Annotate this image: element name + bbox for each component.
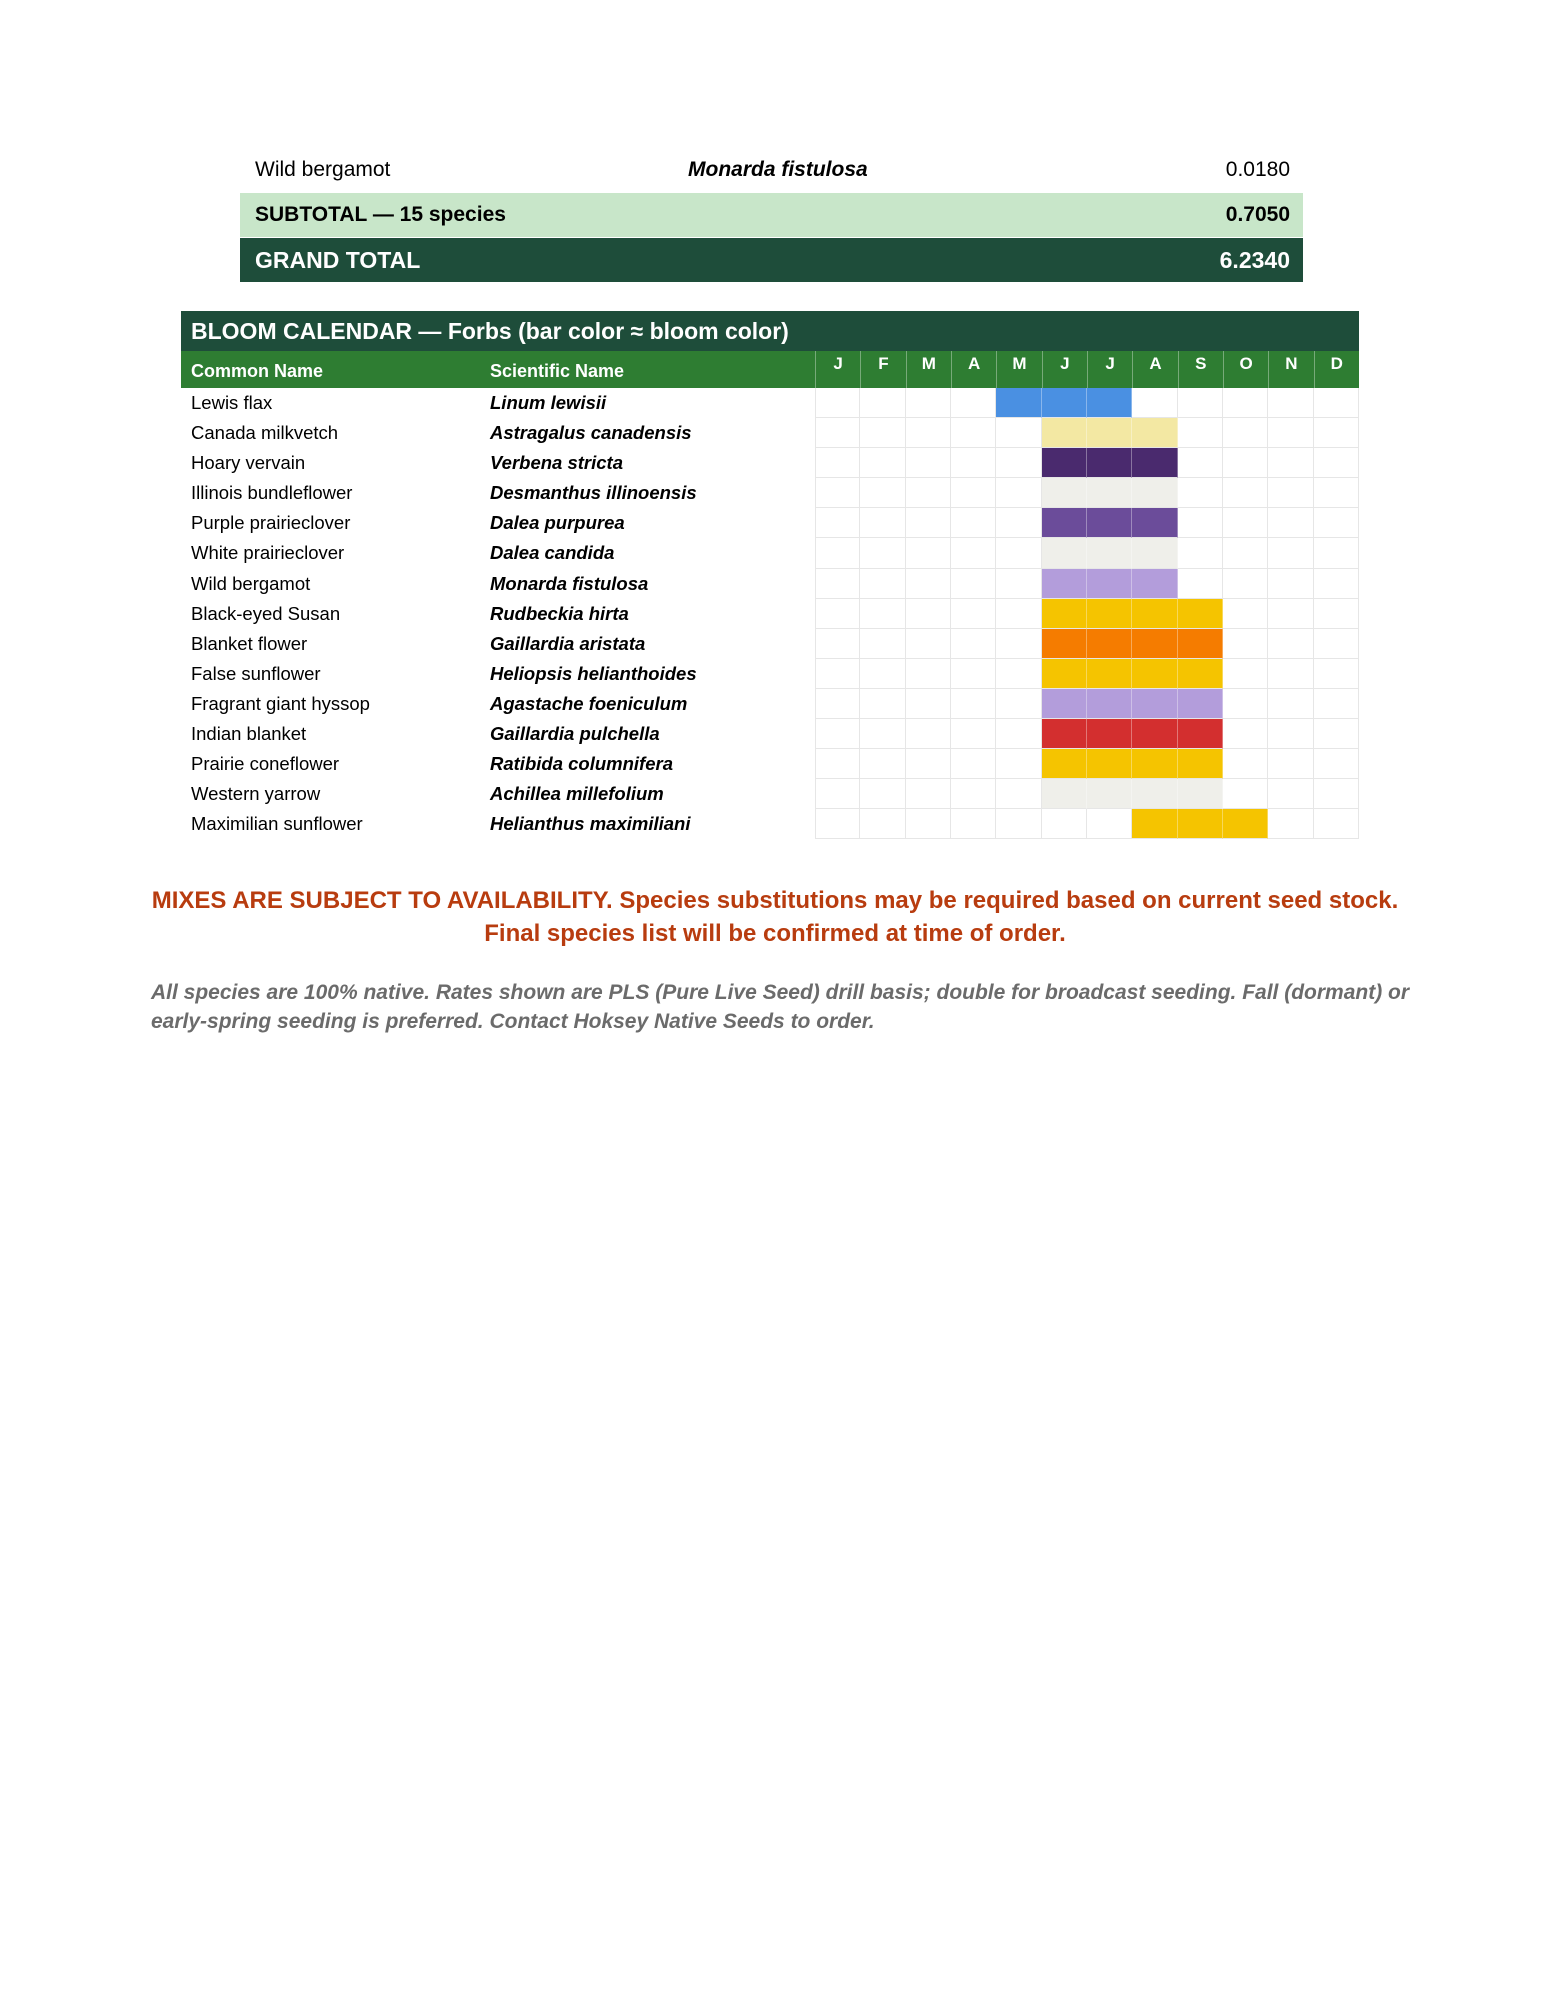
month-cell: [996, 599, 1041, 629]
calendar-row: [181, 508, 1359, 538]
month-cell: [860, 779, 905, 809]
common-name: Maximilian sunflower: [191, 813, 363, 835]
month-cell: [860, 599, 905, 629]
bloom-bar-cell: [1042, 599, 1087, 629]
bloom-bar-cell: [1087, 689, 1132, 719]
bloom-bar-cell: [1178, 749, 1223, 779]
month-cell: [906, 779, 951, 809]
month-cell: [951, 659, 996, 689]
month-cells: [815, 809, 1359, 839]
month-header: N: [1268, 351, 1313, 388]
month-cell: [815, 538, 860, 568]
bloom-calendar-rows: [181, 388, 1359, 839]
scientific-name: Achillea millefolium: [490, 783, 664, 805]
month-cell: [951, 629, 996, 659]
bloom-bar-cell: [1042, 719, 1087, 749]
month-cell: [1178, 448, 1223, 478]
scientific-name: Desmanthus illinoensis: [490, 482, 697, 504]
common-name: Wild bergamot: [255, 158, 391, 181]
availability-notice: MIXES ARE SUBJECT TO AVAILABILITY. Species substitutions may be required based on current seed stock. Final species list will be confirmed at time of order.: [151, 887, 1399, 947]
month-cell: [815, 629, 860, 659]
month-cell: [996, 418, 1041, 448]
bloom-bar-cell: [1178, 779, 1223, 809]
month-cell: [996, 569, 1041, 599]
bloom-bar-cell: [1132, 418, 1177, 448]
bloom-bar-cell: [996, 388, 1041, 418]
header-scientific-name: Scientific Name: [490, 361, 625, 381]
month-cell: [860, 809, 905, 839]
scientific-name: Verbena stricta: [490, 452, 623, 474]
month-cell: [1223, 599, 1268, 629]
scientific-name: Dalea purpurea: [490, 512, 625, 534]
month-cell: [996, 779, 1041, 809]
bloom-bar-cell: [1178, 659, 1223, 689]
common-name: Hoary vervain: [191, 452, 306, 474]
month-cell: [1268, 629, 1313, 659]
month-cell: [1268, 508, 1313, 538]
month-cell: [1178, 538, 1223, 568]
month-cell: [1268, 689, 1313, 719]
month-cell: [1268, 448, 1313, 478]
month-cell: [860, 478, 905, 508]
month-cells: [815, 508, 1359, 538]
common-name: Blanket flower: [191, 632, 308, 654]
bloom-bar-cell: [1132, 659, 1177, 689]
month-cell: [996, 659, 1041, 689]
bloom-bar-cell: [1042, 418, 1087, 448]
month-cell: [906, 388, 951, 418]
calendar-row: [181, 749, 1359, 779]
common-name: False sunflower: [191, 662, 321, 684]
bloom-bar-cell: [1087, 599, 1132, 629]
month-cell: [996, 809, 1041, 839]
calendar-row: [181, 779, 1359, 809]
month-cell: [815, 749, 860, 779]
bloom-bar-cell: [1132, 719, 1177, 749]
month-cells: [815, 418, 1359, 448]
bloom-bar-cell: [1087, 478, 1132, 508]
month-cell: [1178, 388, 1223, 418]
bloom-bar-cell: [1132, 809, 1177, 839]
month-cell: [1178, 478, 1223, 508]
month-cell: [906, 659, 951, 689]
month-cell: [860, 448, 905, 478]
bloom-bar-cell: [1042, 388, 1087, 418]
month-cell: [906, 569, 951, 599]
bloom-bar-cell: [1042, 508, 1087, 538]
bloom-bar-cell: [1042, 538, 1087, 568]
month-header: O: [1223, 351, 1268, 388]
bloom-bar-cell: [1132, 689, 1177, 719]
month-cell: [1268, 418, 1313, 448]
month-cell: [951, 418, 996, 448]
common-name: Fragrant giant hyssop: [191, 692, 370, 714]
scientific-name: Monarda fistulosa: [490, 572, 649, 594]
header-common-name: Common Name: [191, 361, 324, 381]
month-cell: [815, 569, 860, 599]
bloom-bar-cell: [1132, 599, 1177, 629]
month-cell: [951, 538, 996, 568]
month-cell: [860, 719, 905, 749]
table-row: [240, 148, 1303, 192]
month-header: S: [1178, 351, 1223, 388]
month-cell: [906, 538, 951, 568]
calendar-row: [181, 448, 1359, 478]
month-cell: [996, 719, 1041, 749]
month-cell: [1314, 749, 1359, 779]
month-cell: [1223, 569, 1268, 599]
month-cell: [951, 689, 996, 719]
bloom-bar-cell: [1087, 659, 1132, 689]
calendar-row: [181, 569, 1359, 599]
month-cell: [860, 508, 905, 538]
calendar-row: [181, 388, 1359, 418]
bloom-bar-cell: [1087, 388, 1132, 418]
month-cell: [1223, 719, 1268, 749]
calendar-row: [181, 538, 1359, 568]
month-cell: [996, 689, 1041, 719]
month-cells: [815, 569, 1359, 599]
month-cell: [1314, 689, 1359, 719]
month-cell: [996, 629, 1041, 659]
month-cell: [815, 388, 860, 418]
bloom-bar-cell: [1042, 569, 1087, 599]
month-cell: [1268, 478, 1313, 508]
month-cell: [860, 538, 905, 568]
month-cell: [1314, 779, 1359, 809]
month-cell: [1223, 388, 1268, 418]
month-cell: [1314, 448, 1359, 478]
scientific-name: Gaillardia pulchella: [490, 723, 660, 745]
month-cell: [1268, 749, 1313, 779]
month-cell: [906, 809, 951, 839]
month-header: D: [1314, 351, 1359, 388]
month-cell: [951, 388, 996, 418]
month-cell: [815, 719, 860, 749]
month-cell: [1223, 508, 1268, 538]
month-cells: [815, 719, 1359, 749]
bloom-bar-cell: [1042, 448, 1087, 478]
bloom-bar-cell: [1178, 689, 1223, 719]
grand-total-label: GRAND TOTAL: [255, 246, 421, 273]
month-cell: [906, 599, 951, 629]
calendar-row: [181, 719, 1359, 749]
bloom-bar-cell: [1223, 809, 1268, 839]
month-cell: [1268, 538, 1313, 568]
calendar-row: [181, 809, 1359, 839]
month-header: J: [1087, 351, 1132, 388]
month-cell: [1087, 809, 1132, 839]
month-cell: [1178, 508, 1223, 538]
bloom-bar-cell: [1132, 629, 1177, 659]
month-cell: [1223, 478, 1268, 508]
month-cell: [1132, 388, 1177, 418]
month-cells: [815, 478, 1359, 508]
scientific-name: Astragalus canadensis: [490, 422, 692, 444]
common-name: Purple prairieclover: [191, 512, 351, 534]
month-cell: [951, 779, 996, 809]
calendar-row: [181, 629, 1359, 659]
month-cell: [860, 749, 905, 779]
month-cell: [1223, 659, 1268, 689]
month-cells: [815, 659, 1359, 689]
month-cells: [815, 749, 1359, 779]
bloom-calendar: [181, 311, 1359, 839]
bloom-bar-cell: [1042, 689, 1087, 719]
subtotal-row: [240, 193, 1303, 237]
month-cells: [815, 779, 1359, 809]
common-name: Western yarrow: [191, 783, 321, 805]
month-cell: [996, 538, 1041, 568]
month-cell: [951, 719, 996, 749]
bloom-bar-cell: [1087, 779, 1132, 809]
bloom-bar-cell: [1132, 538, 1177, 568]
common-name: Lewis flax: [191, 392, 273, 413]
scientific-name: Monarda fistulosa: [688, 158, 868, 181]
month-cell: [951, 508, 996, 538]
month-cells: [815, 599, 1359, 629]
footnote: All species are 100% native. Rates shown are PLS (Pure Live Seed) drill basis; double for broadcast seeding. Fall (dormant) or early-spring seeding is preferred. Contact Hoksey Native Seeds to order.: [151, 981, 1410, 1033]
common-name: Indian blanket: [191, 723, 307, 745]
month-cell: [1223, 448, 1268, 478]
month-cell: [1314, 659, 1359, 689]
month-cell: [1223, 749, 1268, 779]
bloom-bar-cell: [1178, 599, 1223, 629]
month-cell: [1223, 779, 1268, 809]
month-cell: [906, 719, 951, 749]
month-cell: [906, 478, 951, 508]
month-cells: [815, 448, 1359, 478]
scientific-name: Ratibida columnifera: [490, 753, 673, 775]
month-cell: [860, 629, 905, 659]
bloom-bar-cell: [1087, 418, 1132, 448]
bloom-bar-cell: [1087, 538, 1132, 568]
month-cell: [1314, 478, 1359, 508]
month-cell: [996, 448, 1041, 478]
calendar-row: [181, 599, 1359, 629]
month-cell: [1314, 719, 1359, 749]
month-cell: [1268, 569, 1313, 599]
bloom-bar-cell: [1042, 629, 1087, 659]
subtotal-label: SUBTOTAL — 15 species: [255, 203, 506, 226]
bloom-bar-cell: [1087, 749, 1132, 779]
grand-total-value: 6.2340: [1219, 246, 1290, 273]
bloom-bar-cell: [1042, 779, 1087, 809]
month-header: M: [996, 351, 1041, 388]
bloom-calendar-header: [181, 351, 1359, 388]
month-cell: [1268, 599, 1313, 629]
bloom-bar-cell: [1087, 569, 1132, 599]
month-cell: [906, 448, 951, 478]
species-rate-table: [240, 148, 1303, 282]
common-name: Illinois bundleflower: [191, 482, 353, 504]
month-cell: [906, 629, 951, 659]
month-cell: [906, 749, 951, 779]
month-cells: [815, 689, 1359, 719]
scientific-name: Linum lewisii: [490, 392, 607, 413]
bloom-bar-cell: [1132, 779, 1177, 809]
calendar-row: [181, 659, 1359, 689]
month-cell: [815, 599, 860, 629]
month-cell: [1314, 418, 1359, 448]
month-cell: [1223, 418, 1268, 448]
month-cell: [996, 508, 1041, 538]
month-cell: [1268, 719, 1313, 749]
bloom-bar-cell: [1132, 478, 1177, 508]
bloom-bar-cell: [1132, 508, 1177, 538]
bloom-bar-cell: [1042, 749, 1087, 779]
month-cell: [1223, 629, 1268, 659]
month-cell: [1314, 388, 1359, 418]
month-cell: [1223, 689, 1268, 719]
common-name: Black-eyed Susan: [191, 602, 341, 624]
month-header: A: [951, 351, 996, 388]
month-cell: [815, 448, 860, 478]
bloom-bar-cell: [1087, 719, 1132, 749]
month-cell: [951, 749, 996, 779]
month-cell: [860, 569, 905, 599]
seeding-rate: 0.0180: [1225, 158, 1290, 181]
month-cell: [860, 659, 905, 689]
calendar-row: [181, 418, 1359, 448]
month-cell: [906, 418, 951, 448]
bloom-bar-cell: [1178, 629, 1223, 659]
month-header: F: [860, 351, 905, 388]
bloom-bar-cell: [1178, 719, 1223, 749]
calendar-row: [181, 689, 1359, 719]
month-cell: [815, 659, 860, 689]
month-cell: [951, 569, 996, 599]
month-header: A: [1132, 351, 1177, 388]
month-cell: [1314, 809, 1359, 839]
month-cell: [951, 478, 996, 508]
month-cell: [1314, 569, 1359, 599]
common-name: Wild bergamot: [191, 572, 311, 594]
month-cell: [951, 448, 996, 478]
common-name: Canada milkvetch: [191, 422, 339, 444]
grand-total-row: [240, 238, 1303, 282]
scientific-name: Gaillardia aristata: [490, 632, 646, 654]
month-cell: [860, 388, 905, 418]
bloom-bar-cell: [1087, 508, 1132, 538]
month-cell: [815, 689, 860, 719]
subtotal-value: 0.7050: [1225, 203, 1290, 226]
bloom-bar-cell: [1087, 629, 1132, 659]
scientific-name: Heliopsis helianthoides: [490, 662, 697, 684]
common-name: Prairie coneflower: [191, 753, 340, 775]
month-cell: [1042, 809, 1087, 839]
month-headers: [815, 351, 1359, 388]
month-cell: [815, 779, 860, 809]
bloom-bar-cell: [1178, 809, 1223, 839]
bloom-bar-cell: [1042, 478, 1087, 508]
month-cell: [1314, 508, 1359, 538]
month-header: J: [815, 351, 860, 388]
month-cell: [815, 478, 860, 508]
month-cell: [1268, 659, 1313, 689]
month-cell: [815, 809, 860, 839]
month-cell: [1314, 599, 1359, 629]
scientific-name: Dalea candida: [490, 542, 615, 564]
month-cell: [1268, 809, 1313, 839]
scientific-name: Agastache foeniculum: [490, 692, 688, 714]
month-cell: [906, 508, 951, 538]
month-cell: [1223, 538, 1268, 568]
month-cell: [1178, 569, 1223, 599]
month-header: M: [906, 351, 951, 388]
common-name: White prairieclover: [191, 542, 345, 564]
month-cell: [1268, 388, 1313, 418]
scientific-name: Helianthus maximiliani: [490, 813, 691, 835]
month-header: J: [1042, 351, 1087, 388]
month-cell: [951, 599, 996, 629]
bloom-bar-cell: [1132, 569, 1177, 599]
month-cells: [815, 629, 1359, 659]
bloom-calendar-title: BLOOM CALENDAR — Forbs (bar color ≈ bloom color): [181, 311, 1359, 351]
bloom-bar-cell: [1042, 659, 1087, 689]
calendar-row: [181, 478, 1359, 508]
bloom-bar-cell: [1132, 749, 1177, 779]
month-cell: [951, 809, 996, 839]
month-cell: [1314, 629, 1359, 659]
month-cell: [1314, 538, 1359, 568]
month-cells: [815, 538, 1359, 568]
month-cell: [906, 689, 951, 719]
month-cell: [860, 689, 905, 719]
month-cell: [996, 478, 1041, 508]
bloom-bar-cell: [1087, 448, 1132, 478]
month-cell: [815, 418, 860, 448]
month-cell: [1178, 418, 1223, 448]
month-cell: [1268, 779, 1313, 809]
month-cell: [860, 418, 905, 448]
month-cell: [815, 508, 860, 538]
month-cells: [815, 388, 1359, 418]
scientific-name: Rudbeckia hirta: [490, 602, 629, 624]
bloom-bar-cell: [1132, 448, 1177, 478]
month-cell: [996, 749, 1041, 779]
